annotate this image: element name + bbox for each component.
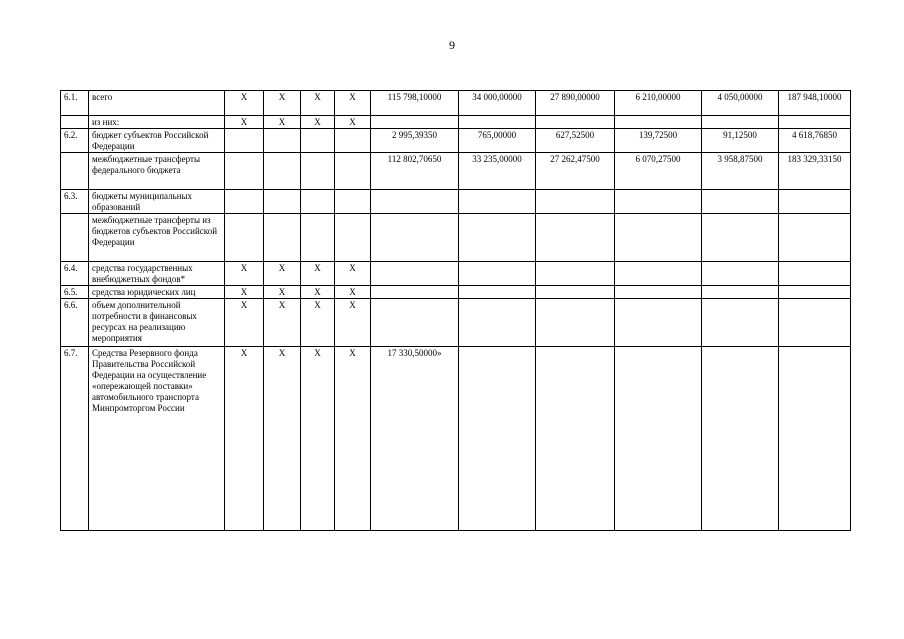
row-name-cell: Средства Резервного фонда Правительства Российской Федерации на осуществление «опережающей поставки» автомобильного транспорта Минпромторгом России — [89, 347, 225, 531]
row-name-cell: межбюджетные трансферты федерального бюджета — [89, 153, 225, 190]
x-marker-cell — [335, 190, 371, 214]
value-cell: 33 235,00000 — [459, 153, 536, 190]
value-cell — [615, 299, 702, 347]
value-cell — [702, 299, 779, 347]
x-marker-cell — [335, 129, 371, 153]
table-row — [61, 262, 851, 286]
value-cell — [779, 347, 851, 531]
x-marker-cell: X — [225, 116, 264, 129]
x-marker-cell: X — [264, 286, 301, 299]
value-cell — [702, 116, 779, 129]
x-marker-cell — [225, 153, 264, 190]
x-marker-cell — [335, 153, 371, 190]
value-cell — [615, 214, 702, 262]
value-cell — [371, 286, 459, 299]
value-cell — [536, 116, 615, 129]
value-cell — [615, 190, 702, 214]
x-marker-cell — [301, 153, 335, 190]
x-marker-cell — [264, 190, 301, 214]
x-marker-cell: X — [335, 91, 371, 116]
row-number-cell: 6.2. — [61, 129, 89, 153]
value-cell — [536, 299, 615, 347]
value-cell — [371, 299, 459, 347]
value-cell: 6 210,00000 — [615, 91, 702, 116]
value-cell — [615, 286, 702, 299]
row-number-cell: 6.4. — [61, 262, 89, 286]
x-marker-cell — [264, 153, 301, 190]
value-cell: 4 618,76850 — [779, 129, 851, 153]
x-marker-cell: X — [264, 347, 301, 531]
row-number-cell: 6.1. — [61, 91, 89, 116]
row-number-cell — [61, 153, 89, 190]
value-cell — [615, 262, 702, 286]
row-name-cell: средства государственных внебюджетных фондов* — [89, 262, 225, 286]
value-cell — [371, 190, 459, 214]
x-marker-cell — [301, 214, 335, 262]
value-cell — [459, 286, 536, 299]
value-cell — [459, 347, 536, 531]
value-cell: 27 890,00000 — [536, 91, 615, 116]
x-marker-cell: X — [301, 262, 335, 286]
row-name-cell: объем дополнительной потребности в финансовых ресурсах на реализацию мероприятия — [89, 299, 225, 347]
row-number-cell — [61, 214, 89, 262]
value-cell — [459, 262, 536, 286]
value-cell — [536, 214, 615, 262]
value-cell — [371, 262, 459, 286]
value-cell — [779, 190, 851, 214]
x-marker-cell: X — [335, 286, 371, 299]
x-marker-cell: X — [301, 286, 335, 299]
value-cell: 115 798,10000 — [371, 91, 459, 116]
value-cell — [459, 116, 536, 129]
value-cell: 627,52500 — [536, 129, 615, 153]
table-row — [61, 116, 851, 129]
value-cell: 27 262,47500 — [536, 153, 615, 190]
x-marker-cell — [225, 129, 264, 153]
table-row — [61, 190, 851, 214]
row-number-cell: 6.6. — [61, 299, 89, 347]
value-cell: 765,00000 — [459, 129, 536, 153]
x-marker-cell — [264, 129, 301, 153]
financing-table — [60, 90, 851, 531]
value-cell — [779, 286, 851, 299]
row-name-cell: бюджет субъектов Российской Федерации — [89, 129, 225, 153]
x-marker-cell — [225, 214, 264, 262]
value-cell — [459, 214, 536, 262]
value-cell — [536, 190, 615, 214]
row-name-cell: межбюджетные трансферты из бюджетов субъектов Российской Федерации — [89, 214, 225, 262]
value-cell — [702, 190, 779, 214]
row-number-cell: 6.5. — [61, 286, 89, 299]
value-cell: 6 070,27500 — [615, 153, 702, 190]
value-cell: 4 050,00000 — [702, 91, 779, 116]
x-marker-cell: X — [264, 91, 301, 116]
x-marker-cell: X — [335, 262, 371, 286]
value-cell — [615, 347, 702, 531]
x-marker-cell: X — [301, 116, 335, 129]
x-marker-cell: X — [335, 116, 371, 129]
x-marker-cell: X — [225, 286, 264, 299]
value-cell — [536, 347, 615, 531]
value-cell: 91,12500 — [702, 129, 779, 153]
value-cell: 139,72500 — [615, 129, 702, 153]
x-marker-cell — [335, 214, 371, 262]
value-cell — [459, 299, 536, 347]
x-marker-cell — [301, 129, 335, 153]
value-cell — [371, 214, 459, 262]
table-row — [61, 91, 851, 116]
x-marker-cell: X — [225, 347, 264, 531]
value-cell — [702, 262, 779, 286]
value-cell — [779, 262, 851, 286]
value-cell — [536, 286, 615, 299]
table-row — [61, 214, 851, 262]
value-cell — [459, 190, 536, 214]
value-cell: 187 948,10000 — [779, 91, 851, 116]
table-row — [61, 299, 851, 347]
value-cell: 34 000,00000 — [459, 91, 536, 116]
table-row — [61, 153, 851, 190]
value-cell: 17 330,50000» — [371, 347, 459, 531]
value-cell — [536, 262, 615, 286]
value-cell — [615, 116, 702, 129]
value-cell: 112 802,70650 — [371, 153, 459, 190]
value-cell — [702, 286, 779, 299]
x-marker-cell: X — [301, 299, 335, 347]
x-marker-cell: X — [225, 299, 264, 347]
x-marker-cell: X — [301, 347, 335, 531]
x-marker-cell: X — [301, 91, 335, 116]
row-name-cell: из них: — [89, 116, 225, 129]
table-row — [61, 286, 851, 299]
row-name-cell: бюджеты муниципальных образований — [89, 190, 225, 214]
page-number: 9 — [449, 38, 455, 52]
row-number-cell: 6.7. — [61, 347, 89, 531]
value-cell — [779, 299, 851, 347]
x-marker-cell: X — [264, 116, 301, 129]
x-marker-cell: X — [335, 347, 371, 531]
x-marker-cell — [301, 190, 335, 214]
value-cell — [779, 116, 851, 129]
table-row — [61, 347, 851, 531]
value-cell — [779, 214, 851, 262]
value-cell — [702, 214, 779, 262]
value-cell: 183 329,33150 — [779, 153, 851, 190]
x-marker-cell: X — [225, 262, 264, 286]
x-marker-cell: X — [264, 299, 301, 347]
x-marker-cell: X — [264, 262, 301, 286]
row-name-cell: средства юридических лиц — [89, 286, 225, 299]
value-cell: 3 958,87500 — [702, 153, 779, 190]
value-cell: 2 995,39350 — [371, 129, 459, 153]
x-marker-cell: X — [335, 299, 371, 347]
x-marker-cell: X — [225, 91, 264, 116]
value-cell — [702, 347, 779, 531]
value-cell — [371, 116, 459, 129]
row-number-cell: 6.3. — [61, 190, 89, 214]
row-name-cell: всего — [89, 91, 225, 116]
x-marker-cell — [225, 190, 264, 214]
row-number-cell — [61, 116, 89, 129]
x-marker-cell — [264, 214, 301, 262]
table-row — [61, 129, 851, 153]
